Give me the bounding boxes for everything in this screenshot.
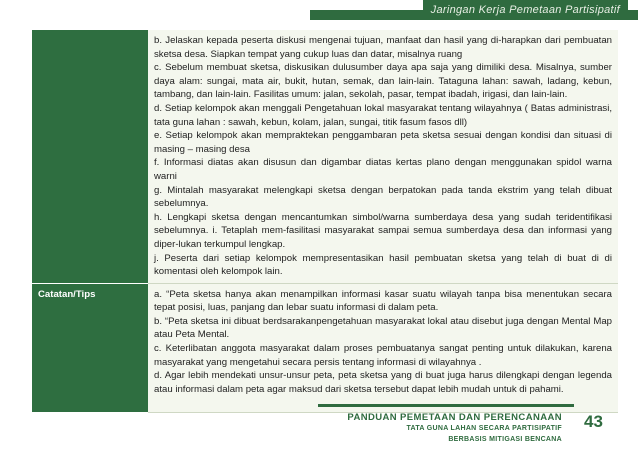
tip-a: a. “Peta sketsa hanya akan menampilkan informasi kasar suatu wilayah tanpa bisa menentukan secara tepat posisi, luas, panjang dan lebar suatu informasi di dalam peta. — [154, 288, 612, 314]
step-g: g. Mintalah masyarakat melengkapi sketsa dengan berpatokan pada tanda ekstrim yang telah dibuat sebelumnya. — [154, 184, 612, 210]
row-label — [32, 30, 148, 283]
footer-line-1: PANDUAN PEMETAAN DAN PERENCANAAN — [347, 412, 562, 423]
step-h-i: h. Lengkapi sketsa dengan mencantumkan simbol/warna sumberdaya desa yang sudah teridentifikasi sebelumnya. i. Tetaplah mem-fasilitasi masyarakat sampai semua sumberdaya desa dan informasi yang diper-lukan terkumpul lengkap. — [154, 211, 612, 250]
row-content — [148, 30, 618, 283]
step-j: j. Peserta dari setiap kelompok mempresentasikan hasil pembuatan sketsa yang telah di buat di di komentasi oleh kelompok lain. — [154, 252, 612, 278]
tip-d: d. Agar lebih mendekati unsur-unsur peta, peta sketsa yang di buat juga harus dilengkapi dengan legenda atau informasi dalam peta agar maksud dari sketsa tersebut dapat lebih mudah untuk di pahami. — [154, 370, 612, 395]
footer-title — [347, 412, 562, 445]
step-e: e. Setiap kelompok akan mempraktekan penggambaran peta sketsa sesuai dengan kondisi dan situasi di masing – masing desa — [154, 130, 612, 155]
steps-table — [32, 30, 618, 413]
table-row — [32, 283, 618, 412]
header-title: Jaringan Kerja Pemetaan Partisipatif — [423, 0, 628, 20]
tips-content — [148, 283, 618, 412]
step-b: b. Jelaskan kepada peserta diskusi mengenai tujuan, manfaat dan hasil yang di-harapkan dari pembuatan sketsa desa. Siapkan tempat yang cukup luas dan datar, misalnya ruang — [154, 35, 612, 60]
row-label-tips: Catatan/Tips — [32, 283, 148, 412]
tip-b: b. “Peta sketsa ini dibuat berdsarakanpengetahuan masyarakat lokal atau disebut juga dengan Mental Map atau Peta Mental. — [154, 315, 612, 341]
footer-line-3: BERBASIS MITIGASI BENCANA — [448, 436, 562, 443]
table-row — [32, 30, 618, 283]
page-header — [0, 0, 638, 28]
step-f: f. Informasi diatas akan disusun dan digambar diatas kertas plano dengan menggunakan spidol warna warni — [154, 157, 612, 182]
tip-c: c. Keterlibatan anggota masyarakat dalam proses pembuatanya sangat penting untuk dilakukan, karena masyarakat yang mengetahui secara persis tentang informasi di wilayahnya . — [154, 343, 612, 368]
step-c: c. Sebelum membuat sketsa, diskusikan dulusumber daya apa saja yang dimiliki desa. Misalnya, sumber daya alam: sungai, mata air, bukit, hutan, semak, dan lain-lain. Tataguna lahan: sawah, ladang, kebun, tambang, dan lain-lain. Fasilitas umum: jalan, sekolah, pasar, tempat ibadah, irigasi, dan lain-lain. — [154, 62, 612, 101]
footer-line-2: TATA GUNA LAHAN SECARA PARTISIPATIF — [406, 425, 562, 432]
footer-rule — [318, 404, 574, 407]
step-d: d. Setiap kelompok akan menggali Pengetahuan lokal masyarakat tentang wilayahnya ( Batas administrasi, tata guna lahan : sawah, kebun, kolam, jalan, sungai, titik fasum fasos dll) — [154, 102, 612, 128]
page-number: 43 — [584, 412, 603, 431]
